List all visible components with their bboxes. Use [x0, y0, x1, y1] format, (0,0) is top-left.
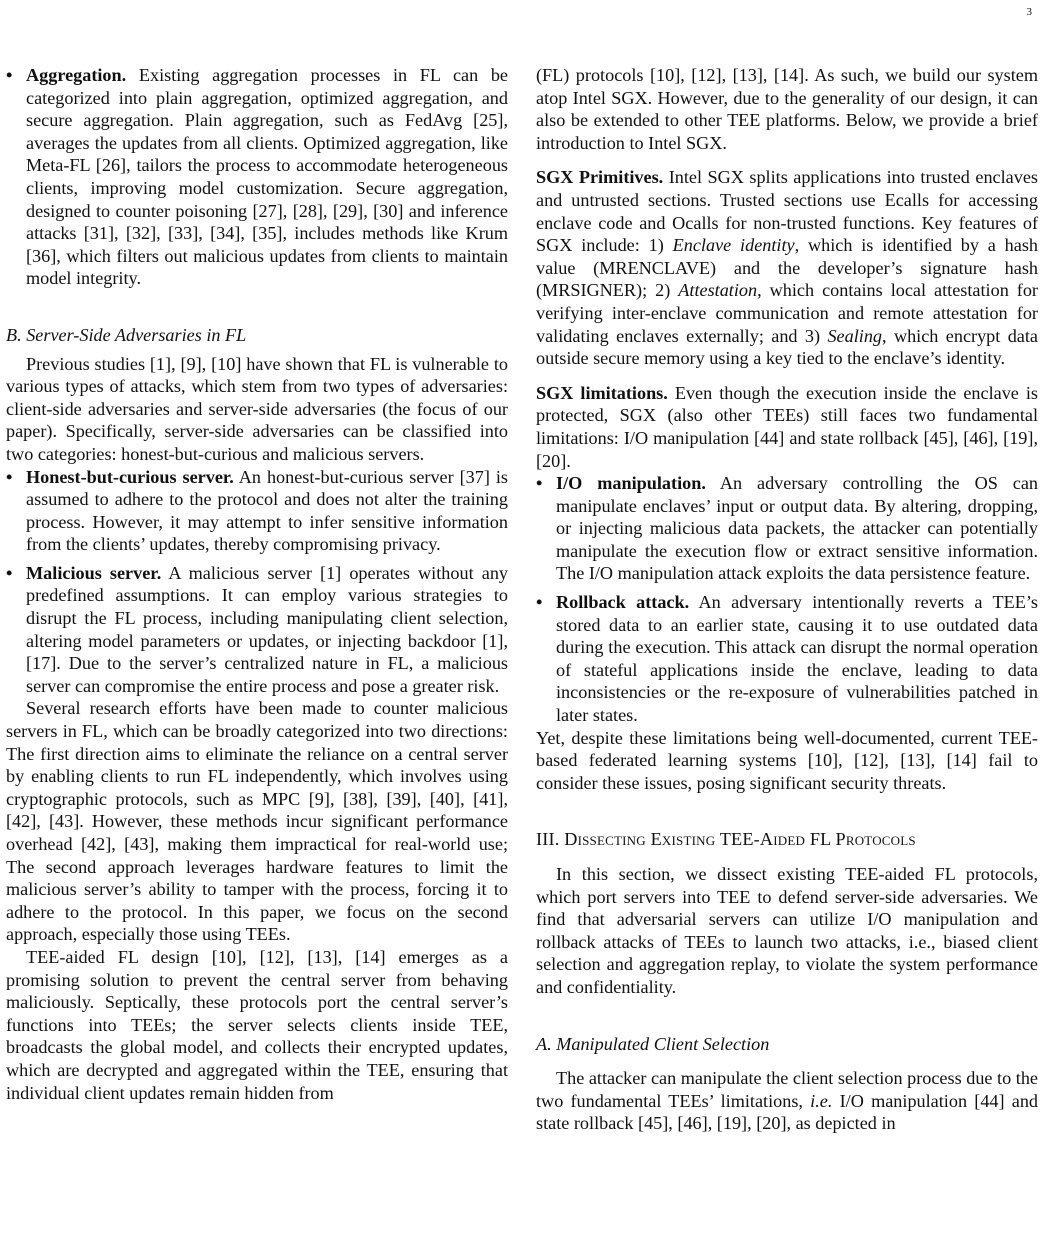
sgx-limitations-paragraph [536, 382, 1038, 472]
right-column [536, 64, 1038, 1135]
section-a-paragraph [536, 1067, 1038, 1135]
sgx-primitives-paragraph [536, 166, 1038, 369]
malicious-text-block [26, 562, 508, 698]
left-column [6, 64, 508, 1104]
rollback-attack-text: An adversary intentionally reverts a TEE’s stored data to an earlier state, causing it to use outdated data during the execution. This attack can disrupt the normal operation of stateful applications inside the enclave, leading to data inconsistencies or the re-exposure of vulnerabilities patched in later states. [556, 592, 1039, 726]
aggregation-text-block [26, 64, 508, 290]
bullet-dot: • [536, 473, 543, 494]
aggregation-label: Aggregation. [26, 65, 127, 85]
rollback-attack-bullet [536, 591, 1038, 727]
honest-but-curious-bullet [6, 466, 508, 556]
malicious-label: Malicious server. [26, 562, 162, 583]
section-a-ie: i.e. [810, 1090, 833, 1111]
section-b-paragraph: Previous studies [1], [9], [10] have shown that FL is vulnerable to various types of attacks, which stem from two types of adversaries: client-side adversaries and server-side adversaries (the focus of our paper). Specifically, server-side adversaries can be classified into two categories: honest-but-curious and malicious servers. [6, 353, 508, 464]
intro-paragraph: (FL) protocols [10], [12], [13], [14]. As such, we build our system atop Intel SGX. However, due to the generality of our design, it can also be extended to other TEE platforms. Below, we provide a brief introduction to Intel SGX. [536, 65, 1038, 153]
aggregation-bullet [6, 64, 508, 290]
aggregation-text: Existing aggregation processes in FL can be categorized into plain aggregation, optimized aggregation, and secure aggregation. Plain aggregation, such as FedAvg [25], averages the updates from all clients. Optimized aggregation, like Meta-FL [26], tailors the process to accommodate heterogeneous clients, improving model customization. Secure aggregation, designed to counter poisoning [27], [28], [29], [30] and inference attacks [31], [32], [33], [34], [35], includes methods like Krum [36], which filters out malicious updates from clients to maintain model integrity. [26, 65, 509, 289]
sgx-primitives-text-4: , which encrypt data outside secure memory using a key tied to the enclave’s identity. [536, 325, 1038, 369]
section-b-heading: B. Server-Side Adversaries in FL [6, 324, 247, 345]
honest-text: An honest-but-curious server [37] is assumed to adhere to the protocol and does not alter the training process. However, it may attempt to infer sensitive information from the clients’ updates, thereby compromising privacy. [26, 466, 508, 555]
page-number: 3 [1026, 6, 1032, 18]
sealing-term: Sealing [827, 325, 883, 346]
section-iii-paragraph: In this section, we dissect existing TEE-aided FL protocols, which port servers into TEE to defend server-side adversaries. We find that adversarial servers can utilize I/O manipulation and rollback attacks of TEEs to launch two attacks, i.e., biased client selection and aggregation replay, to violate the system performance and confidentiality. [536, 864, 1038, 997]
rollback-text-block [556, 591, 1038, 727]
attestation-term: Attestation [678, 280, 758, 301]
bullet-dot: • [536, 592, 543, 613]
sgx-primitives-text-1: Intel SGX splits applications into trusted enclaves and untrusted sections. Trusted sections use Ecalls for accessing enclave code and Ocalls for non-trusted functions. Key features of SGX include: 1) [536, 167, 1038, 256]
honest-label: Honest-but-curious server. [26, 466, 234, 487]
bullet-dot: • [6, 466, 13, 487]
malicious-text: A malicious server [1] operates without any predefined assumptions. It can employ various strategies to disrupt the FL process, including manipulating client selection, altering model parameters or updates, or injecting backdoor [1], [17]. Due to the server’s centralized nature in FL, a malicious server can compromise the entire process and pose a greater risk. [26, 562, 509, 696]
section-a-heading: A. Manipulated Client Selection [536, 1033, 770, 1054]
io-manipulation-text: An adversary controlling the OS can manipulate enclaves’ input or output data. By altering, dropping, or injecting malicious data packets, the attacker can potentially manipulate the execution flow or extract sensitive information. The I/O manipulation attack exploits the data persistence feature. [556, 473, 1039, 584]
tee-aided-paragraph: TEE-aided FL design [10], [12], [13], [14] emerges as a promising solution to prevent the central server from behaving maliciously. Septically, these protocols port the central server’s functions into TEEs; the server selects clients inside TEE, broadcasts the global model, and collects their encrypted updates, which are decrypted and aggregated within the TEE, ensuring that individual client updates remain hidden from [6, 946, 508, 1103]
bullet-dot: • [6, 65, 13, 85]
honest-text-block [26, 466, 508, 556]
yet-paragraph: Yet, despite these limitations being well-documented, current TEE-based federated learning systems [10], [12], [13], [14] fail to consider these issues, posing significant security threats. [536, 727, 1038, 793]
sgx-limitations-label: SGX limitations. [536, 382, 668, 403]
section-a-text-1: The attacker can manipulate the client selection process due to the two fundamental TEEs’ limitations, [536, 1068, 1038, 1111]
io-manipulation-bullet [536, 472, 1038, 585]
sgx-limitations-text: Even though the execution inside the enclave is protected, SGX (also other TEEs) still faces two fundamental limitations: I/O manipulation [44] and state rollback [45], [46], [19], [20]. [536, 382, 1038, 471]
section-iii-heading: III. Dissecting Existing TEE-Aided FL Protocols [536, 829, 916, 850]
malicious-server-bullet [6, 562, 508, 698]
io-text-block [556, 472, 1038, 585]
sgx-primitives-text-2: , which is identified by a hash value (MRENCLAVE) and the developer’s signature hash (MRSIGNER); 2) [536, 235, 1039, 301]
sgx-primitives-label: SGX Primitives. [536, 167, 664, 188]
enclave-identity-term: Enclave identity [672, 235, 795, 256]
section-a-text-2: I/O manipulation [44] and state rollback [45], [46], [19], [20], as depicted in [536, 1090, 1039, 1134]
rollback-attack-label: Rollback attack. [556, 592, 690, 613]
research-paragraph: Several research efforts have been made to counter malicious servers in FL, which can be broadly categorized into two directions: The first direction aims to eliminate the reliance on a central server by enabling clients to run FL independently, which involves using cryptographic protocols, such as MPC [9], [38], [39], [40], [41], [42], [43]. However, these methods incur significant performance overhead [42], [43], making them impractical for real-world use; The second approach leverages hardware features to limit the malicious server’s ability to tamper with the process, forcing it to adhere to the protocol. In this paper, we focus on the second approach, especially those using TEEs. [6, 698, 508, 945]
io-manipulation-label: I/O manipulation. [556, 473, 706, 494]
bullet-dot: • [6, 562, 13, 583]
sgx-primitives-text-3: , which contains local attestation for verifying inter-enclave communication and remote attestation for validating enclaves externally; and 3) [536, 280, 1038, 346]
